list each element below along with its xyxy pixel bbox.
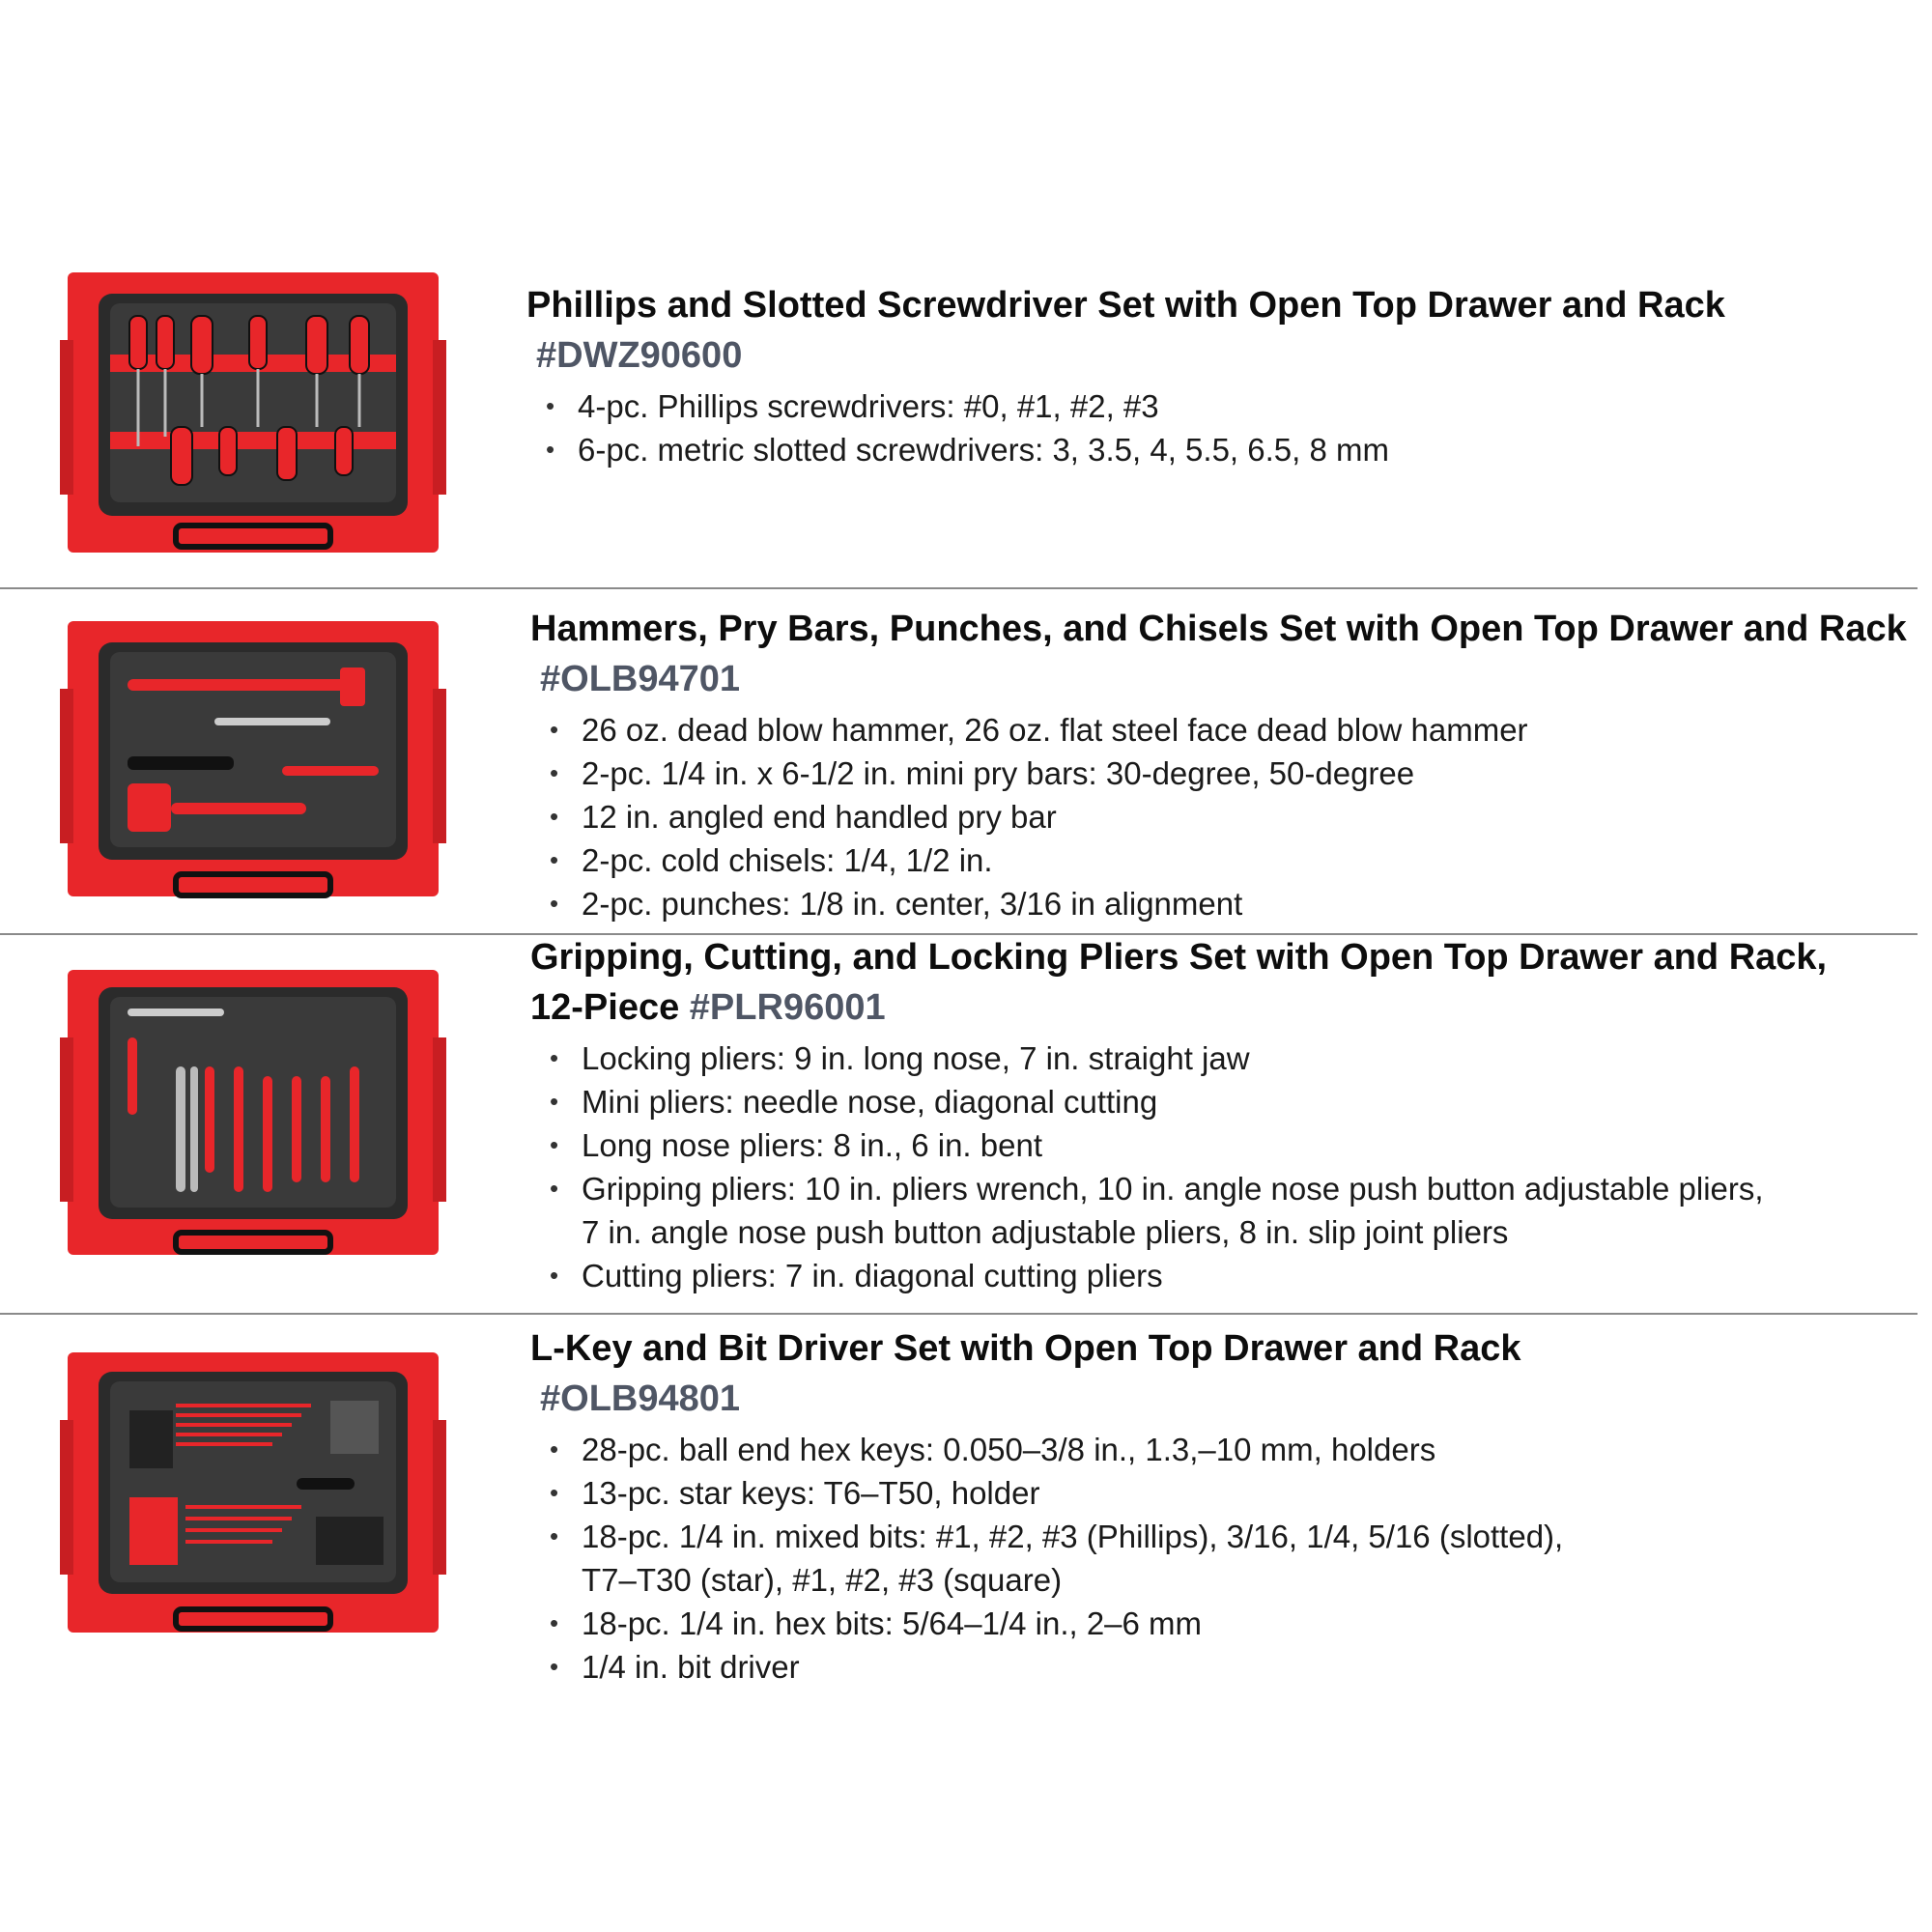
list-item: • 2-pc. 1/4 in. x 6-1/2 in. mini pry bars: 30-degree, 50-degree bbox=[530, 752, 1921, 795]
list-item: • Cutting pliers: 7 in. diagonal cutting pliers bbox=[530, 1254, 1921, 1297]
section-title: Hammers, Pry Bars, Punches, and Chisels Set with Open Top Drawer and Rack #OLB94701 bbox=[530, 604, 1921, 704]
sku-label: #OLB94701 bbox=[540, 659, 741, 699]
list-item: • 28-pc. ball end hex keys: 0.050–3/8 in., 1.3,–10 mm, holders bbox=[530, 1428, 1921, 1471]
list-item: • Mini pliers: needle nose, diagonal cutting bbox=[530, 1080, 1921, 1123]
list-item: • 26 oz. dead blow hammer, 26 oz. flat steel face dead blow hammer bbox=[530, 708, 1921, 752]
section-text bbox=[530, 932, 1921, 1297]
list-item: • 13-pc. star keys: T6–T50, holder bbox=[530, 1471, 1921, 1515]
list-item: • 6-pc. metric slotted screwdrivers: 3, 3.5, 4, 5.5, 6.5, 8 mm bbox=[526, 428, 1918, 471]
hammer-drawer-image bbox=[60, 616, 446, 906]
sku-label: #OLB94801 bbox=[540, 1378, 741, 1419]
pliers-drawer-image bbox=[60, 970, 446, 1260]
list-item: • 12 in. angled end handled pry bar bbox=[530, 795, 1921, 838]
list-item: • 4-pc. Phillips screwdrivers: #0, #1, #2, #3 bbox=[526, 384, 1918, 428]
section-text bbox=[530, 604, 1921, 925]
list-item: • 18-pc. 1/4 in. hex bits: 5/64–1/4 in., 2–6 mm bbox=[530, 1602, 1921, 1645]
list-item: • Long nose pliers: 8 in., 6 in. bent bbox=[530, 1123, 1921, 1167]
section-divider bbox=[0, 587, 1918, 589]
section-title: Phillips and Slotted Screwdriver Set with Open Top Drawer and Rack #DWZ90600 bbox=[526, 280, 1918, 381]
spec-list bbox=[530, 1428, 1921, 1689]
screwdriver-drawer-image bbox=[60, 272, 446, 562]
sku-label: #PLR96001 bbox=[689, 987, 886, 1028]
spec-list bbox=[526, 384, 1918, 471]
lkey-drawer-image bbox=[60, 1352, 446, 1642]
section-text bbox=[530, 1323, 1921, 1689]
list-item: • 2-pc. cold chisels: 1/4, 1/2 in. bbox=[530, 838, 1921, 882]
section-divider bbox=[0, 1313, 1918, 1315]
sku-label: #DWZ90600 bbox=[536, 335, 743, 376]
list-item: • 2-pc. punches: 1/8 in. center, 3/16 in alignment bbox=[530, 882, 1921, 925]
list-item-continuation: T7–T30 (star), #1, #2, #3 (square) bbox=[582, 1562, 1063, 1598]
spec-list bbox=[530, 708, 1921, 925]
list-item: • Locking pliers: 9 in. long nose, 7 in. straight jaw bbox=[530, 1037, 1921, 1080]
list-item: • 18-pc. 1/4 in. mixed bits: #1, #2, #3 (Phillips), 3/16, 1/4, 5/16 (slotted), bbox=[530, 1515, 1921, 1558]
section-title: L-Key and Bit Driver Set with Open Top Drawer and Rack #OLB94801 bbox=[530, 1323, 1921, 1424]
section-text bbox=[526, 280, 1918, 471]
list-item: • 1/4 in. bit driver bbox=[530, 1645, 1921, 1689]
section-title: Gripping, Cutting, and Locking Pliers Set with Open Top Drawer and Rack, 12-Piece #PLR96001 bbox=[530, 937, 1828, 1028]
list-item-continuation: 7 in. angle nose push button adjustable pliers, 8 in. slip joint pliers bbox=[582, 1214, 1509, 1250]
list-item: • Gripping pliers: 10 in. pliers wrench, 10 in. angle nose push button adjustable pliers, bbox=[530, 1167, 1921, 1210]
spec-list bbox=[530, 1037, 1921, 1297]
